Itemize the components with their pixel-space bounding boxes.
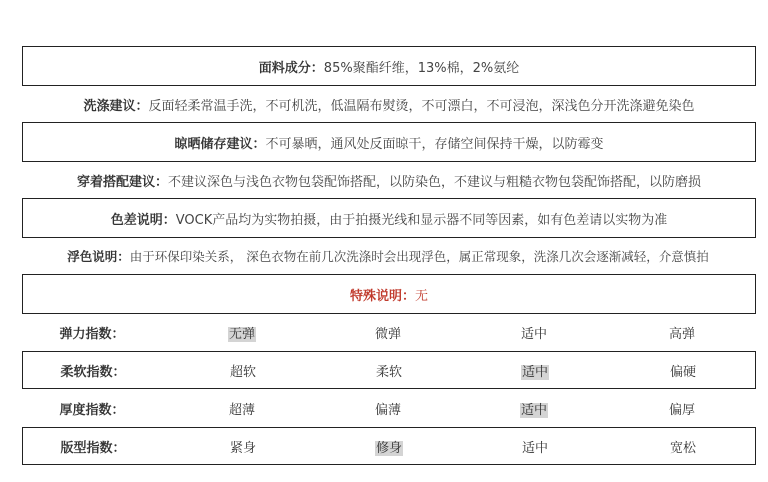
fit-label: 版型指数： (60, 440, 126, 456)
special-value: 无 (415, 288, 429, 304)
thickness-option: 偏厚 (668, 402, 695, 418)
thickness-row (22, 390, 756, 426)
fabric-label: 面料成分： (258, 60, 324, 76)
softness-row (22, 351, 756, 389)
special-row (22, 274, 756, 314)
drying-value: 不可暴晒，通风处反面晾干，存储空间保持干燥，以防霉变 (265, 136, 604, 152)
softness-label: 柔软指数： (60, 364, 126, 380)
fabric-value: 85%聚酯纤维，13%棉，2%氨纶 (323, 60, 520, 76)
thickness-label: 厚度指数： (59, 402, 125, 418)
wearing-value: 不建议深色与浅色衣物包袋配饰搭配，以防染色，不建议与粗糙衣物包袋配饰搭配，以防磨损 (168, 174, 702, 190)
washing-row (22, 90, 756, 118)
elasticity-option: 无弹 (228, 326, 255, 342)
softness-option: 柔软 (375, 364, 402, 380)
special-label: 特殊说明： (349, 288, 415, 304)
color-diff-label: 色差说明： (110, 212, 176, 228)
fit-option: 适中 (521, 440, 548, 456)
fading-label: 浮色说明： (67, 249, 130, 264)
thickness-option: 适中 (520, 402, 547, 418)
wearing-label: 穿着搭配建议： (76, 174, 168, 190)
fit-option: 宽松 (669, 440, 696, 456)
thickness-option: 偏薄 (374, 402, 401, 418)
softness-option: 适中 (521, 364, 548, 380)
drying-label: 晾晒储存建议： (174, 136, 266, 152)
fading-value: 由于环保印染关系， 深色衣物在前几次洗涤时会出现浮色，属正常现象，洗涤几次会逐渐减轻，介意慎拍 (129, 249, 709, 264)
drying-row (22, 122, 756, 162)
color-diff-row (22, 198, 756, 238)
elasticity-option: 高弹 (668, 326, 695, 342)
thickness-option: 超薄 (228, 402, 255, 418)
elasticity-option: 微弹 (374, 326, 401, 342)
washing-label: 洗涤建议： (83, 98, 149, 114)
elasticity-label: 弹力指数： (59, 326, 125, 342)
wearing-row (22, 166, 756, 194)
fit-option: 紧身 (229, 440, 256, 456)
elasticity-row (22, 314, 756, 350)
fabric-row (22, 46, 756, 86)
softness-option: 超软 (229, 364, 256, 380)
softness-option: 偏硬 (669, 364, 696, 380)
fit-option: 修身 (375, 440, 402, 456)
color-diff-value: VOCK产品均为实物拍摄，由于拍摄光线和显示器不同等因素，如有色差请以实物为准 (175, 212, 668, 228)
washing-value: 反面轻柔常温手洗，不可机洗，低温隔布熨烫，不可漂白，不可浸泡，深浅色分开洗涤避免染色 (148, 98, 695, 114)
fading-row (14, 242, 762, 270)
fit-row (22, 427, 756, 465)
elasticity-option: 适中 (520, 326, 547, 342)
